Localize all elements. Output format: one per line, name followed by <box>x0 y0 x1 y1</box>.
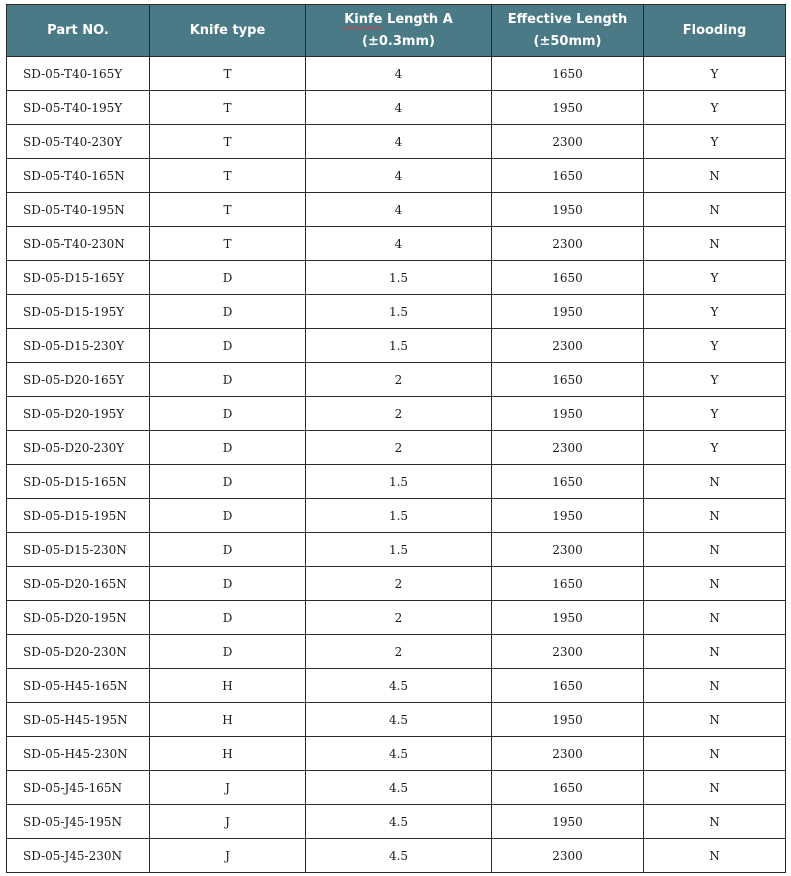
table-row <box>7 669 786 703</box>
knife-type-cell: D <box>150 635 306 669</box>
effective-length-cell: 1650 <box>492 261 644 295</box>
flooding-cell: N <box>644 465 786 499</box>
part-number-cell: SD-05-H45-230N <box>7 737 150 771</box>
table-row <box>7 91 786 125</box>
knife-spec-table <box>6 4 786 873</box>
part-number-cell: SD-05-D15-165N <box>7 465 150 499</box>
knife-length-cell: 1.5 <box>306 295 492 329</box>
knife-type-cell: T <box>150 91 306 125</box>
effective-length-cell: 1950 <box>492 193 644 227</box>
knife-length-cell: 4.5 <box>306 771 492 805</box>
knife-type-cell: D <box>150 499 306 533</box>
effective-length-cell: 1950 <box>492 295 644 329</box>
effective-length-cell: 2300 <box>492 737 644 771</box>
table-row <box>7 57 786 91</box>
table-row <box>7 737 786 771</box>
flooding-cell: Y <box>644 91 786 125</box>
flooding-cell: Y <box>644 57 786 91</box>
knife-length-cell: 2 <box>306 431 492 465</box>
part-number-cell: SD-05-D20-165N <box>7 567 150 601</box>
header-part-no: Part NO. <box>7 5 150 57</box>
knife-length-cell: 4.5 <box>306 703 492 737</box>
table-row <box>7 363 786 397</box>
knife-length-cell: 4.5 <box>306 839 492 873</box>
table-row <box>7 227 786 261</box>
part-number-cell: SD-05-D20-230Y <box>7 431 150 465</box>
misspelled-word: Kinfe <box>344 11 383 27</box>
knife-length-cell: 4 <box>306 125 492 159</box>
knife-type-cell: H <box>150 703 306 737</box>
header-knife-length-title <box>306 9 491 31</box>
part-number-cell: SD-05-D20-230N <box>7 635 150 669</box>
effective-length-cell: 1950 <box>492 91 644 125</box>
header-flooding: Flooding <box>644 5 786 57</box>
header-effective-length-tolerance: (±50mm) <box>533 33 602 49</box>
knife-length-cell: 4.5 <box>306 805 492 839</box>
effective-length-cell: 1650 <box>492 669 644 703</box>
header-knife-type: Knife type <box>150 5 306 57</box>
table-row <box>7 635 786 669</box>
flooding-cell: Y <box>644 125 786 159</box>
knife-type-cell: J <box>150 771 306 805</box>
effective-length-cell: 1950 <box>492 397 644 431</box>
knife-type-cell: D <box>150 397 306 431</box>
table-row <box>7 567 786 601</box>
flooding-cell: N <box>644 227 786 261</box>
table-row <box>7 465 786 499</box>
part-number-cell: SD-05-J45-230N <box>7 839 150 873</box>
flooding-cell: N <box>644 839 786 873</box>
flooding-cell: N <box>644 567 786 601</box>
part-number-cell: SD-05-T40-195N <box>7 193 150 227</box>
header-knife-length-tolerance: (±0.3mm) <box>362 33 435 49</box>
table-row <box>7 805 786 839</box>
effective-length-cell: 2300 <box>492 227 644 261</box>
part-number-cell: SD-05-D20-195Y <box>7 397 150 431</box>
part-number-cell: SD-05-J45-165N <box>7 771 150 805</box>
flooding-cell: Y <box>644 397 786 431</box>
part-number-cell: SD-05-T40-230N <box>7 227 150 261</box>
part-number-cell: SD-05-D15-230N <box>7 533 150 567</box>
table-row <box>7 295 786 329</box>
part-number-cell: SD-05-D15-195N <box>7 499 150 533</box>
table-header <box>7 5 786 57</box>
knife-type-cell: T <box>150 125 306 159</box>
knife-type-cell: D <box>150 363 306 397</box>
knife-length-cell: 4 <box>306 57 492 91</box>
knife-length-cell: 2 <box>306 397 492 431</box>
effective-length-cell: 1650 <box>492 567 644 601</box>
flooding-cell: N <box>644 601 786 635</box>
knife-type-cell: J <box>150 839 306 873</box>
flooding-cell: Y <box>644 431 786 465</box>
part-number-cell: SD-05-H45-165N <box>7 669 150 703</box>
knife-type-cell: D <box>150 601 306 635</box>
header-effective-length <box>492 5 644 57</box>
knife-type-cell: D <box>150 329 306 363</box>
flooding-cell: N <box>644 805 786 839</box>
flooding-cell: N <box>644 737 786 771</box>
flooding-cell: N <box>644 771 786 805</box>
flooding-cell: Y <box>644 261 786 295</box>
knife-type-cell: D <box>150 465 306 499</box>
effective-length-cell: 1650 <box>492 465 644 499</box>
effective-length-cell: 1650 <box>492 771 644 805</box>
header-knife-length-rest: Length A <box>387 11 453 27</box>
knife-type-cell: H <box>150 669 306 703</box>
flooding-cell: N <box>644 533 786 567</box>
knife-type-cell: T <box>150 159 306 193</box>
knife-type-cell: D <box>150 567 306 601</box>
knife-length-cell: 4 <box>306 91 492 125</box>
part-number-cell: SD-05-D15-230Y <box>7 329 150 363</box>
table-row <box>7 533 786 567</box>
effective-length-cell: 1650 <box>492 57 644 91</box>
knife-length-cell: 1.5 <box>306 465 492 499</box>
table-row <box>7 771 786 805</box>
part-number-cell: SD-05-D20-195N <box>7 601 150 635</box>
knife-length-cell: 4.5 <box>306 669 492 703</box>
flooding-cell: N <box>644 193 786 227</box>
effective-length-cell: 2300 <box>492 125 644 159</box>
part-number-cell: SD-05-T40-195Y <box>7 91 150 125</box>
header-row <box>7 5 786 57</box>
effective-length-cell: 1950 <box>492 499 644 533</box>
flooding-cell: Y <box>644 363 786 397</box>
effective-length-cell: 1950 <box>492 805 644 839</box>
knife-type-cell: D <box>150 261 306 295</box>
knife-length-cell: 2 <box>306 635 492 669</box>
part-number-cell: SD-05-D15-195Y <box>7 295 150 329</box>
header-knife-length <box>306 5 492 57</box>
flooding-cell: N <box>644 499 786 533</box>
part-number-cell: SD-05-D15-165Y <box>7 261 150 295</box>
knife-length-cell: 2 <box>306 567 492 601</box>
effective-length-cell: 1950 <box>492 703 644 737</box>
part-number-cell: SD-05-H45-195N <box>7 703 150 737</box>
table-body <box>7 57 786 873</box>
effective-length-cell: 1650 <box>492 159 644 193</box>
effective-length-cell: 2300 <box>492 329 644 363</box>
part-number-cell: SD-05-T40-165Y <box>7 57 150 91</box>
part-number-cell: SD-05-J45-195N <box>7 805 150 839</box>
knife-length-cell: 1.5 <box>306 329 492 363</box>
effective-length-cell: 2300 <box>492 533 644 567</box>
table-row <box>7 839 786 873</box>
part-number-cell: SD-05-D20-165Y <box>7 363 150 397</box>
table-row <box>7 397 786 431</box>
knife-length-cell: 1.5 <box>306 533 492 567</box>
part-number-cell: SD-05-T40-230Y <box>7 125 150 159</box>
flooding-cell: N <box>644 669 786 703</box>
knife-type-cell: D <box>150 295 306 329</box>
knife-type-cell: T <box>150 227 306 261</box>
knife-type-cell: D <box>150 533 306 567</box>
table-row <box>7 261 786 295</box>
flooding-cell: Y <box>644 329 786 363</box>
knife-length-cell: 4 <box>306 193 492 227</box>
flooding-cell: N <box>644 635 786 669</box>
flooding-cell: N <box>644 703 786 737</box>
effective-length-cell: 2300 <box>492 635 644 669</box>
effective-length-cell: 1950 <box>492 601 644 635</box>
part-number-cell: SD-05-T40-165N <box>7 159 150 193</box>
flooding-cell: Y <box>644 295 786 329</box>
effective-length-cell: 2300 <box>492 431 644 465</box>
effective-length-cell: 1650 <box>492 363 644 397</box>
header-effective-length-title: Effective Length <box>507 11 628 27</box>
table-row <box>7 431 786 465</box>
flooding-cell: N <box>644 159 786 193</box>
table-row <box>7 601 786 635</box>
table-row <box>7 703 786 737</box>
table-row <box>7 193 786 227</box>
knife-type-cell: T <box>150 193 306 227</box>
table-row <box>7 499 786 533</box>
table-row <box>7 329 786 363</box>
knife-type-cell: T <box>150 57 306 91</box>
table-row <box>7 125 786 159</box>
knife-length-cell: 4 <box>306 227 492 261</box>
knife-length-cell: 2 <box>306 363 492 397</box>
knife-length-cell: 4 <box>306 159 492 193</box>
knife-type-cell: H <box>150 737 306 771</box>
knife-length-cell: 1.5 <box>306 499 492 533</box>
table-row <box>7 159 786 193</box>
knife-type-cell: J <box>150 805 306 839</box>
knife-type-cell: D <box>150 431 306 465</box>
knife-length-cell: 1.5 <box>306 261 492 295</box>
effective-length-cell: 2300 <box>492 839 644 873</box>
knife-length-cell: 4.5 <box>306 737 492 771</box>
knife-length-cell: 2 <box>306 601 492 635</box>
